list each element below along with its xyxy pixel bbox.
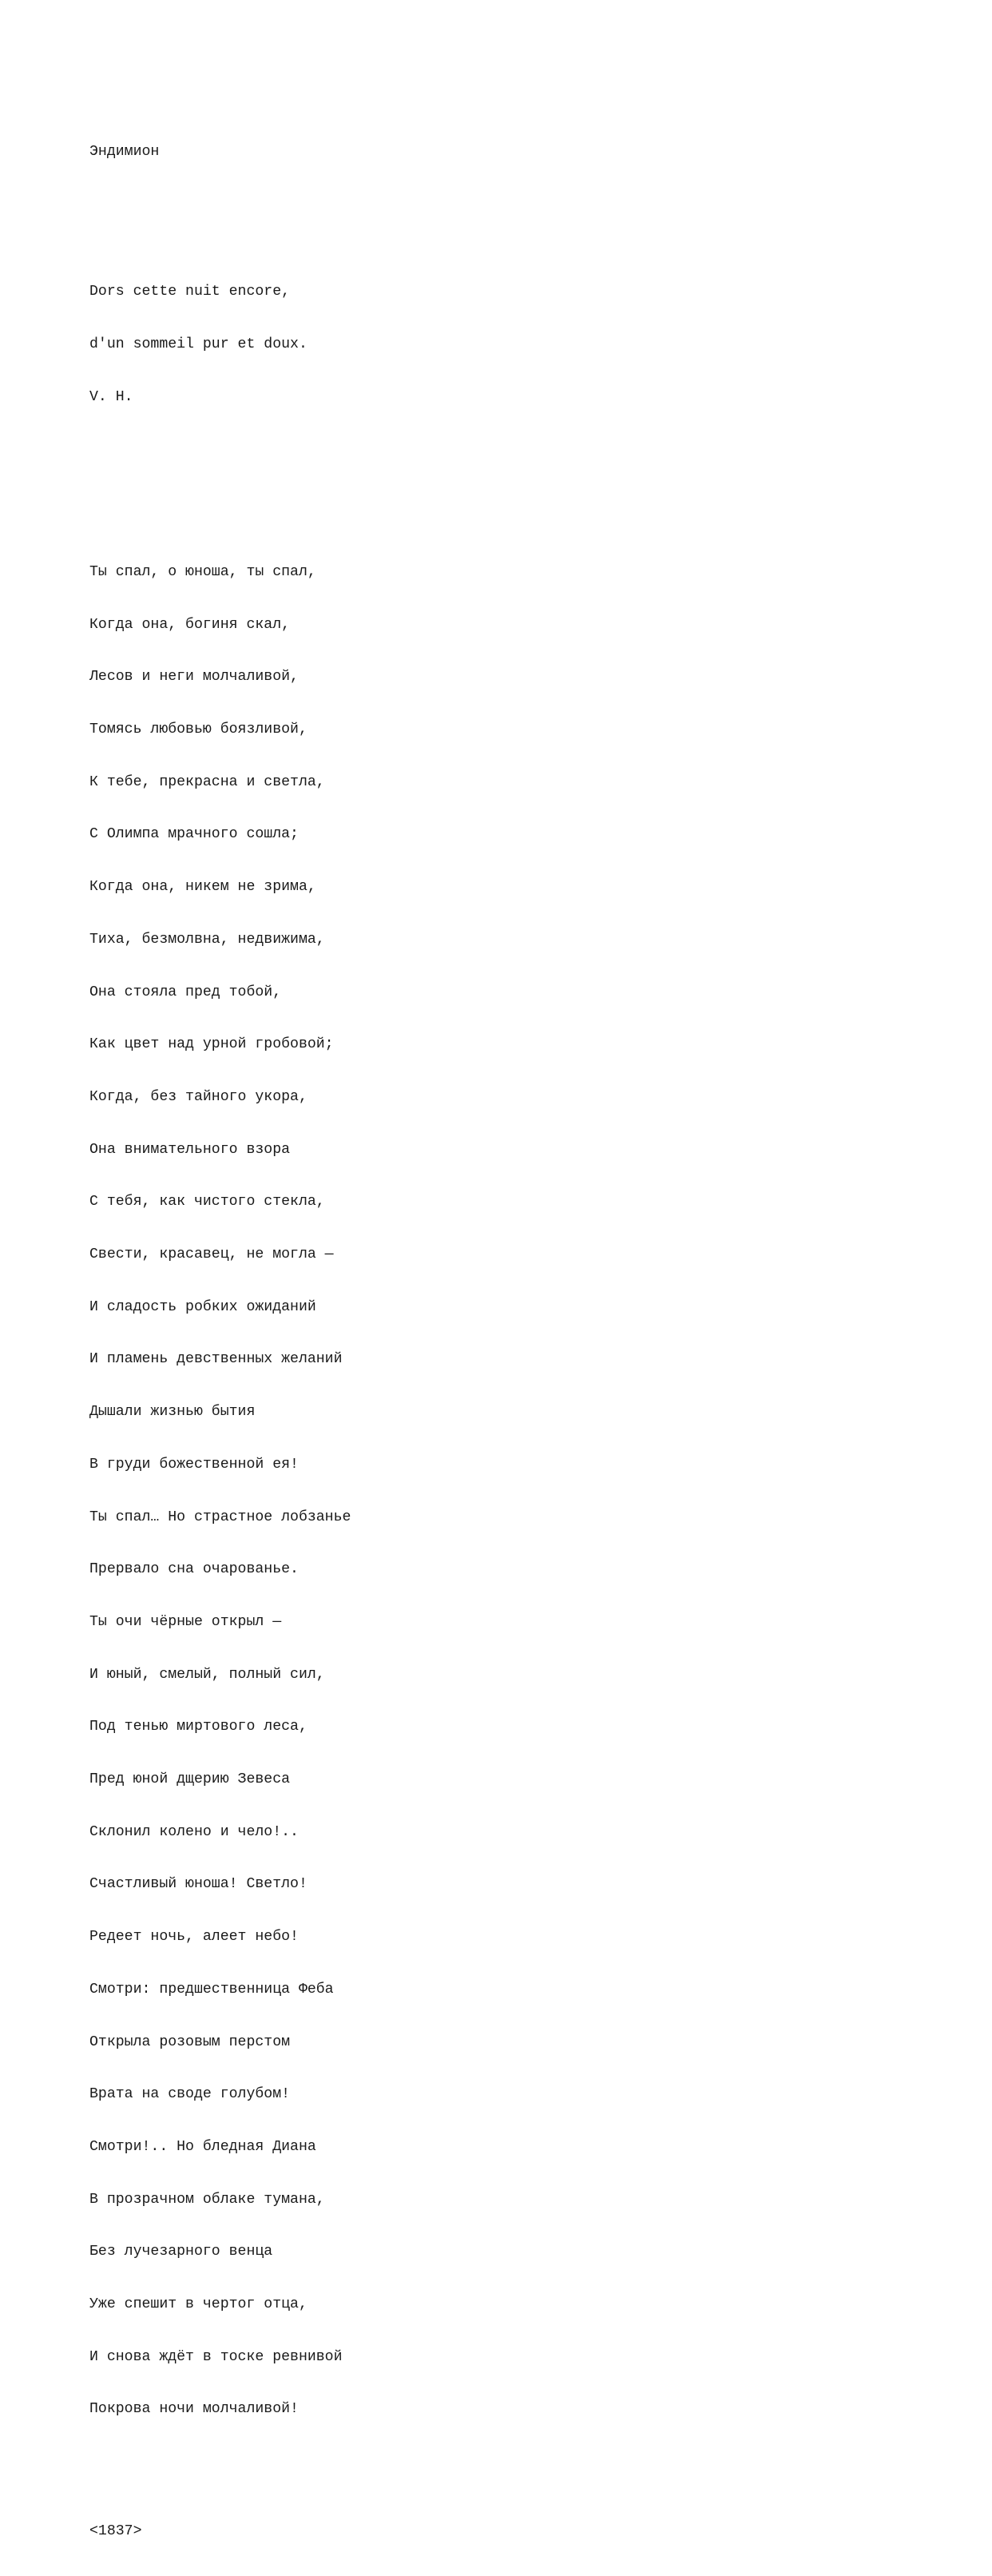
poem-line: Дышали жизнью бытия [89,1404,256,1421]
poem-line: Пред юной дщерию Зевеса [89,1771,291,1788]
poem-body [89,529,351,2454]
epigraph-attribution: V. H. [89,388,133,405]
poem-line: Томясь любовью боязливой, [89,721,308,737]
poem-line: Без лучезарного венца [89,2244,273,2260]
poem-line: Она внимательного взора [89,1141,291,1158]
poem-line: Смотри: предшественница Феба [89,1981,334,1998]
poem-date: <1837> [89,2522,142,2539]
poem-document [89,109,351,2576]
poem-line: Лесов и неги молчаливой, [89,669,299,686]
poem-line: Покрова ночи молчаливой! [89,2401,299,2418]
poem-line: И снова ждёт в тоске ревнивой [89,2348,343,2365]
poem-line: В груди божественной ея! [89,1456,299,1473]
poem-line: И юный, смелый, полный сил, [89,1666,325,1683]
poem-line: К тебе, прекрасна и светла, [89,773,325,790]
poem-line: Тиха, безмолвна, недвижима, [89,931,325,948]
poem-line: Ты очи чёрные открыл — [89,1613,282,1630]
poem-line: Открыла розовым перстом [89,2033,291,2050]
poem-line: Свести, красавец, не могла — [89,1246,334,1263]
poem-line: Ты спал… Но страстное лобзанье [89,1509,351,1525]
poem-line: С Олимпа мрачного сошла; [89,826,299,843]
poem-line: Когда она, богиня скал, [89,616,291,633]
poem-line: Она стояла пред тобой, [89,984,282,1000]
poem-line: Счастливый юноша! Светло! [89,1876,308,1893]
poem-line: В прозрачном облаке тумана, [89,2191,325,2208]
poem-line: Как цвет над урной гробовой; [89,1036,334,1053]
poem-line: И пламень девственных желаний [89,1351,343,1368]
epigraph [89,248,351,441]
poem-line: Когда она, никем не зрима, [89,879,316,896]
poem-line: Уже спешит в чертог отца, [89,2296,308,2313]
poem-title: Эндимион [89,143,160,160]
poem-line: Под тенью миртового леса, [89,1719,308,1735]
poem-line: С тебя, как чистого стекла, [89,1194,325,1210]
poem-line: Редеет ночь, алеет небо! [89,1929,299,1946]
poem-line: Врата на своде голубом! [89,2086,291,2103]
poem-line: Ты спал, о юноша, ты спал, [89,563,316,580]
poem-line: Склонил колено и чело!.. [89,1823,299,1840]
poem-line: Прервало сна очарованье. [89,1561,299,1578]
poem-line: И сладость робких ожиданий [89,1298,316,1315]
epigraph-line: Dors cette nuit encore, [89,284,291,300]
poem-line: Смотри!.. Но бледная Диана [89,2138,316,2155]
epigraph-line: d'un sommeil pur et doux. [89,336,308,352]
poem-line: Когда, без тайного укора, [89,1088,308,1105]
